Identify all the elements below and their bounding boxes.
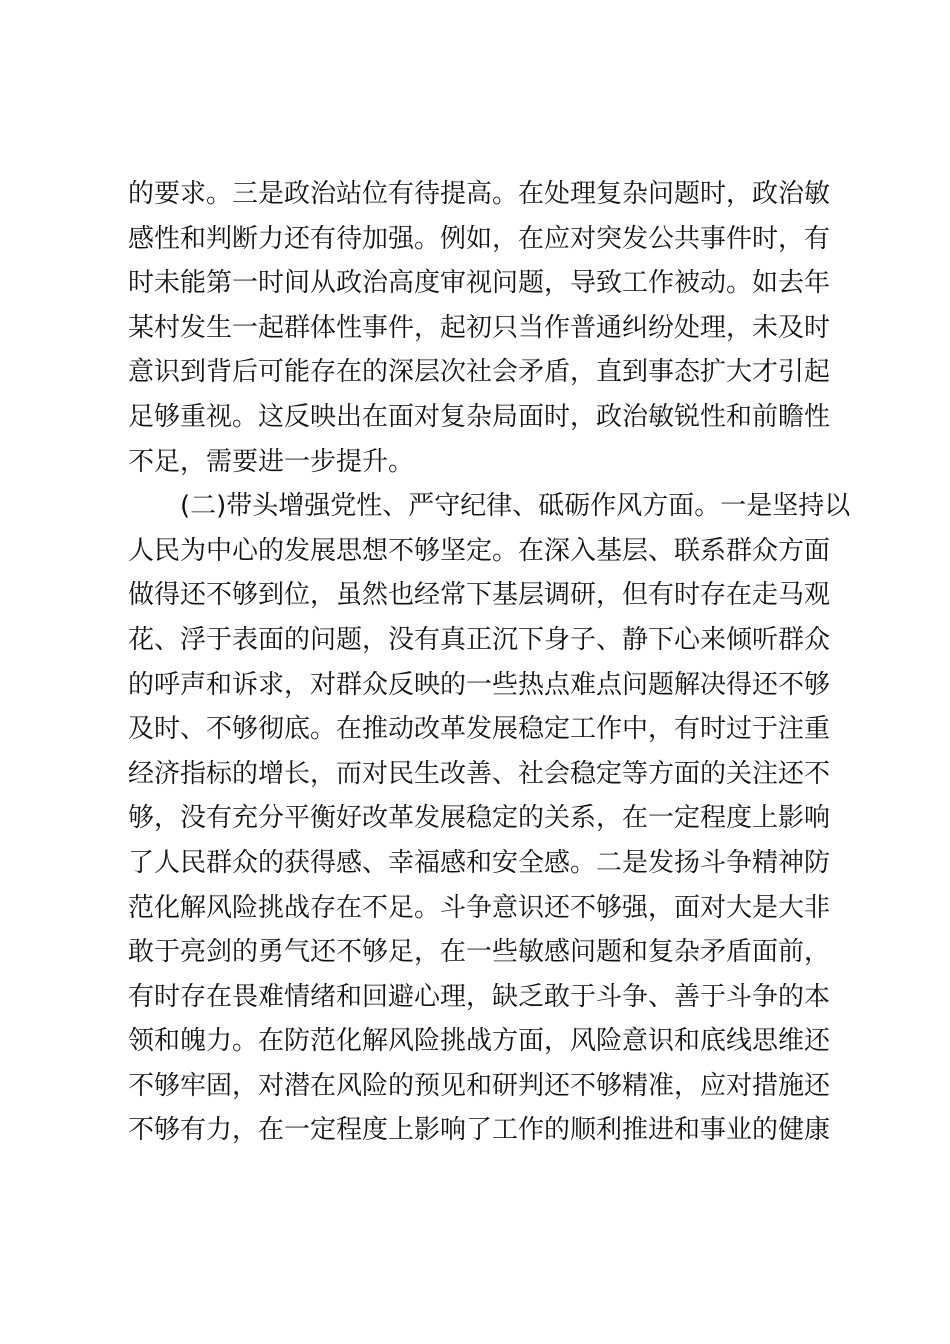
document-body [128,172,851,1153]
section-heading-line: (二)带头增强党性、严守纪律、砥砺作风方面。一是坚持以 [180,491,851,522]
paragraph-line: 不够有力，在一定程度上影响了工作的顺利推进和事业的健康 [128,1115,831,1146]
paragraph-line: 的呼声和诉求，对群众反映的一些热点难点问题解决得还不够 [128,669,831,700]
paragraph-line: 领和魄力。在防范化解风险挑战方面，风险意识和底线思维还 [128,1026,831,1057]
paragraph-2 [128,484,851,1153]
paragraph-line: 的要求。三是政治站位有待提高。在处理复杂问题时，政治敏 [128,179,831,209]
paragraph-line: 花、浮于表面的问题，没有真正沉下身子、静下心来倾听群众 [128,624,831,655]
paragraph-line: 不够牢固，对潜在风险的预见和研判还不够精准，应对措施还 [128,1070,831,1101]
paragraph-1 [128,172,831,484]
paragraph-line: 及时、不够彻底。在推动改革发展稳定工作中，有时过于注重 [128,714,831,745]
paragraph-line: 足够重视。这反映出在面对复杂局面时，政治敏锐性和前瞻性 [128,401,831,432]
paragraph-line: 了人民群众的获得感、幸福感和安全感。二是发扬斗争精神防 [128,847,831,878]
paragraph-line: 敢于亮剑的勇气还不够足，在一些敏感问题和复杂矛盾面前， [128,937,831,968]
paragraph-line: 有时存在畏难情绪和回避心理，缺乏敢于斗争、善于斗争的本 [128,981,831,1012]
paragraph-line: 感性和判断力还有待加强。例如，在应对突发公共事件时，有 [128,223,831,254]
paragraph-line: 意识到背后可能存在的深层次社会矛盾，直到事态扩大才引起 [128,357,831,388]
paragraph-line: 不足，需要进一步提升。 [128,446,415,477]
paragraph-line: 够，没有充分平衡好改革发展稳定的关系，在一定程度上影响 [128,803,831,834]
paragraph-line: 人民为中心的发展思想不够坚定。在深入基层、联系群众方面 [128,535,831,566]
paragraph-line: 范化解风险挑战存在不足。斗争意识还不够强，面对大是大非 [128,892,831,923]
paragraph-line: 时未能第一时间从政治高度审视问题，导致工作被动。如去年 [128,268,831,299]
paragraph-line: 经济指标的增长，而对民生改善、社会稳定等方面的关注还不 [128,758,831,789]
paragraph-line: 做得还不够到位，虽然也经常下基层调研，但有时存在走马观 [128,580,831,611]
paragraph-line: 某村发生一起群体性事件，起初只当作普通纠纷处理，未及时 [128,312,831,343]
